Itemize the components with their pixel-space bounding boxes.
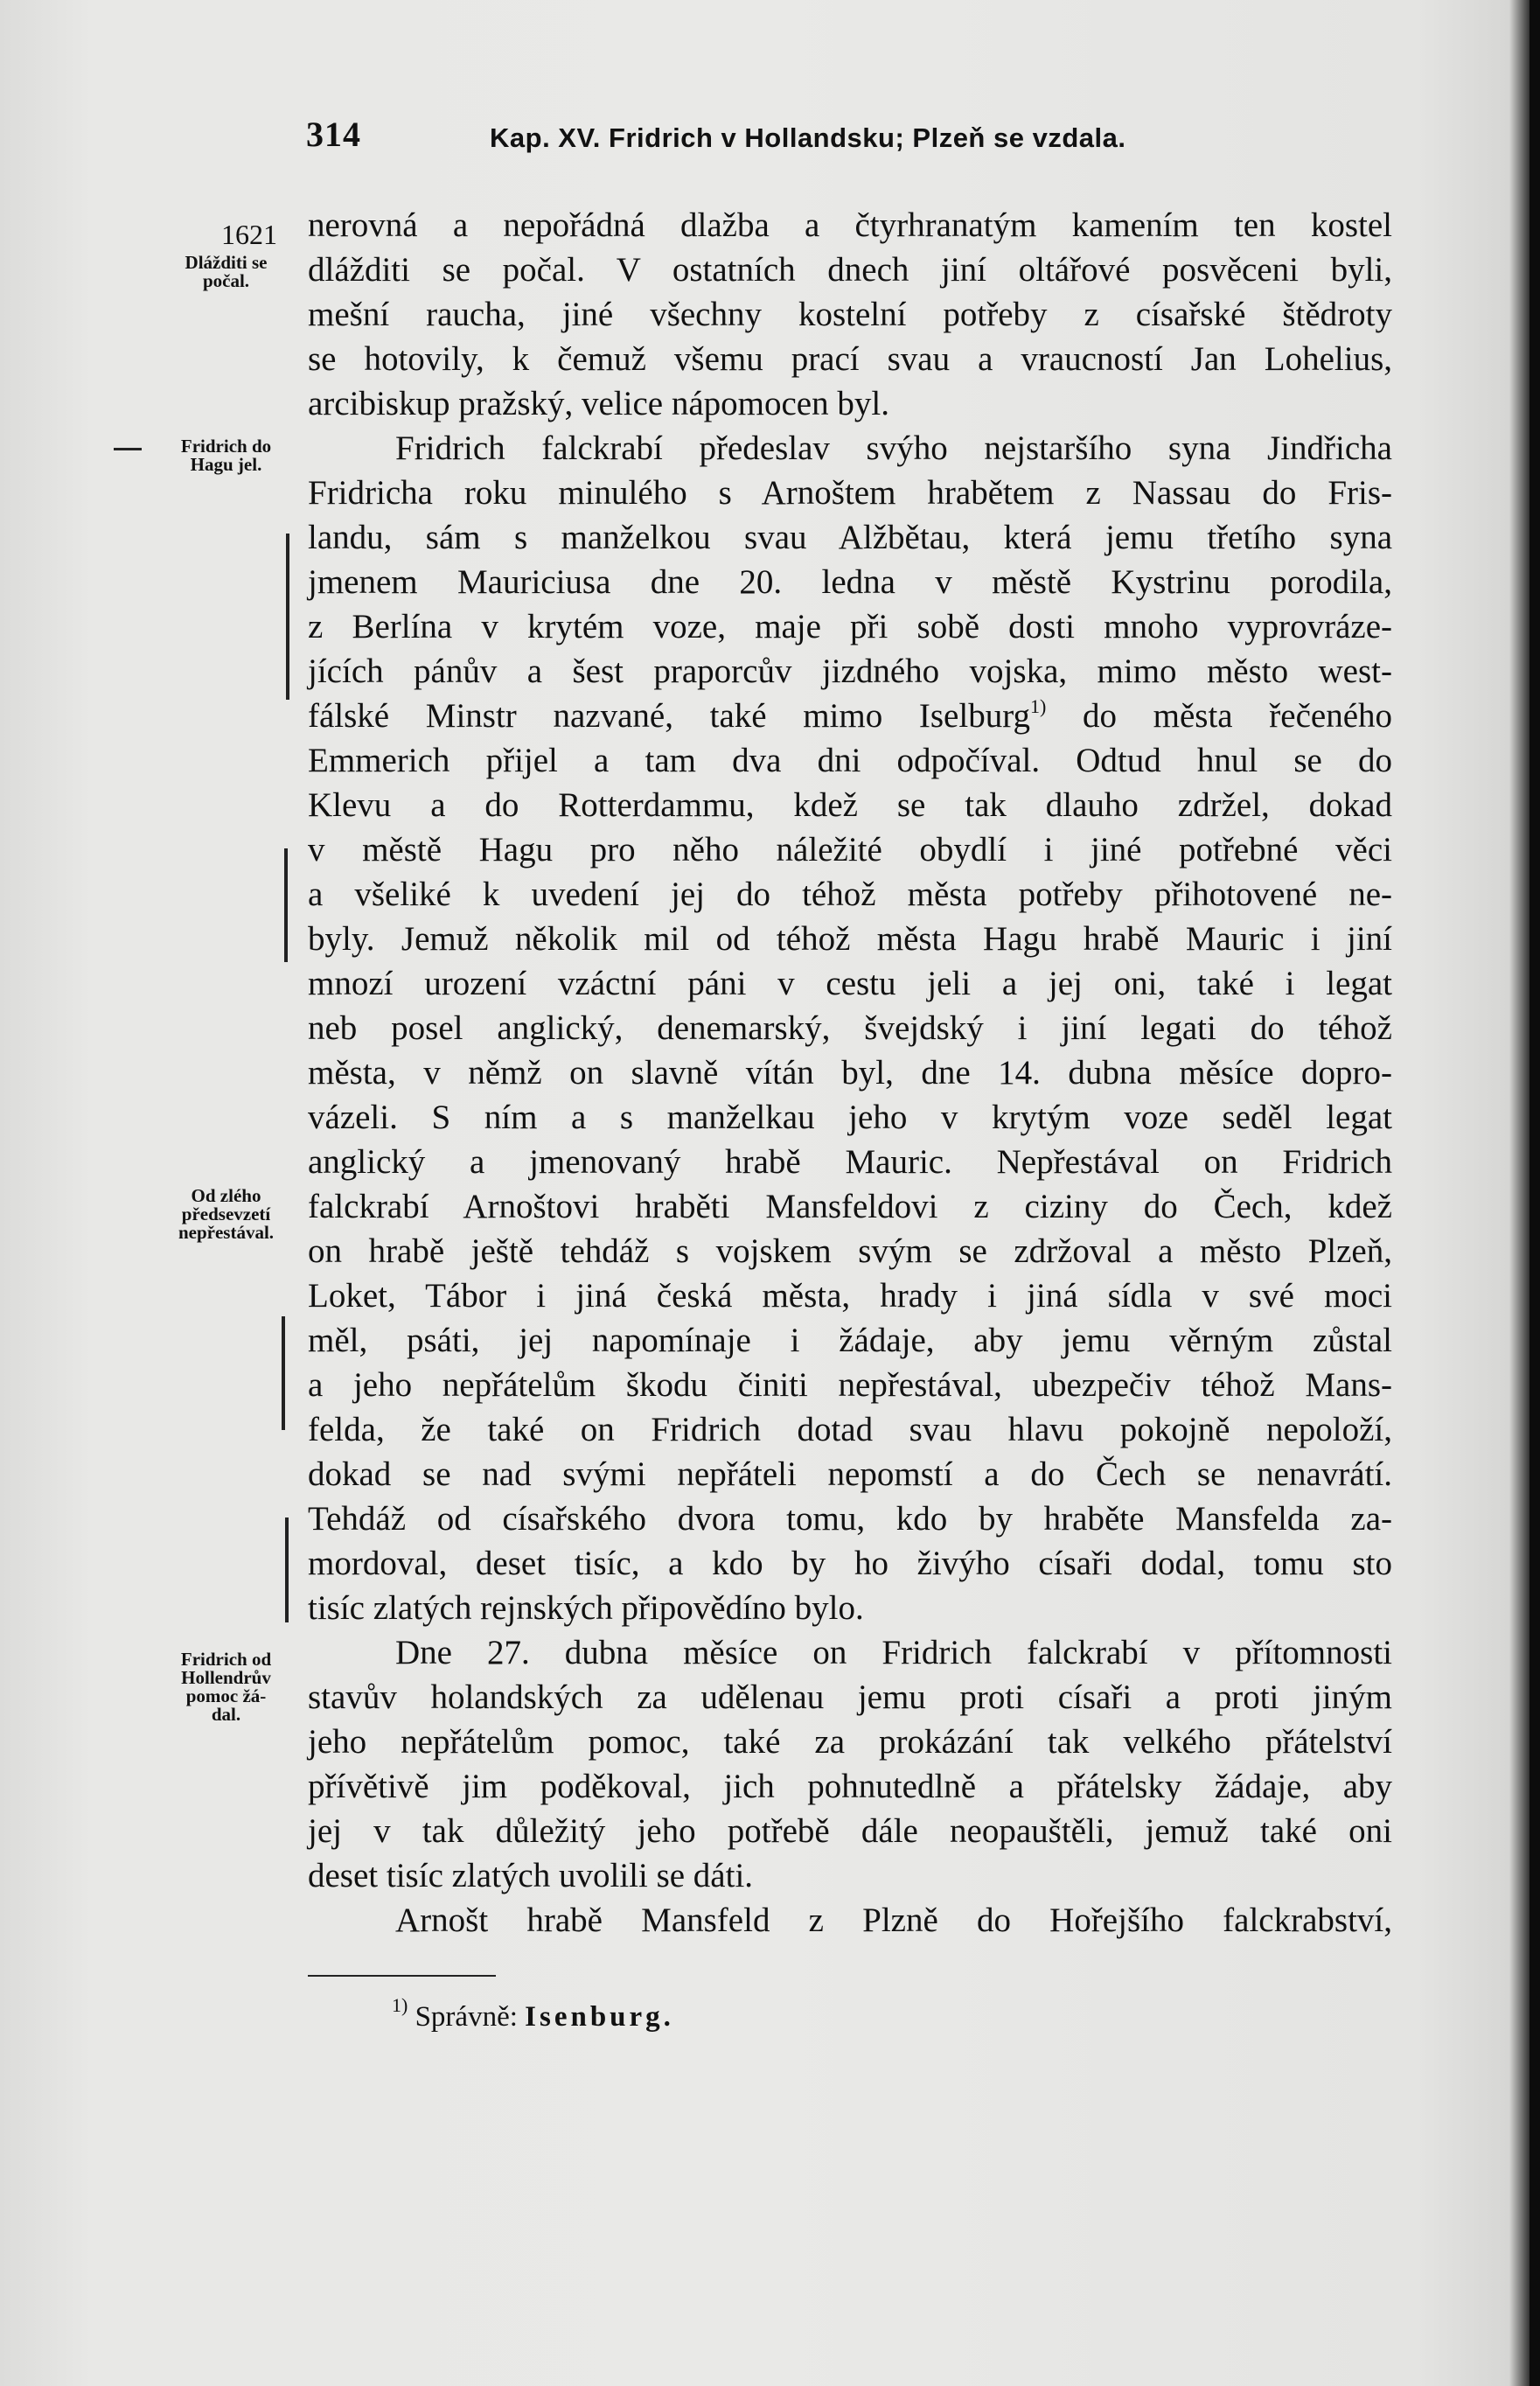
text-line: měl, psáti, jej napomínaje i žádaje, aby jemu věrným zůstal: [308, 1322, 1392, 1359]
text-line: landu, sám s manželkou svau Alžbětau, která jemu třetího syna: [308, 519, 1392, 556]
margin-note-line: Od zlého: [191, 1185, 261, 1206]
text-line: Arnošt hrabě Mansfeld z Plzně do Hořejšího falckrabství,: [395, 1901, 1392, 1939]
text-line: Fridrich falckrabí předeslav svýho nejstaršího syna Jindřicha: [395, 429, 1392, 467]
text-line: Klevu a do Rotterdammu, kdež se tak dlauho zdržel, dokad: [308, 786, 1392, 824]
text-line: byly. Jemuž několik mil od téhož města Hagu hrabě Mauric i jiní: [308, 920, 1392, 958]
margin-note-line: Fridrich od: [180, 1649, 272, 1670]
text-line: jej v tak důležitý jeho potřebě dále neopauštěli, jemuž také oni: [308, 1812, 1392, 1850]
page-number: 314: [306, 115, 361, 154]
year-marginal: 1621: [221, 219, 277, 250]
text-line: jeho nepřátelům pomoc, také za prokázání tak velkého přátelství: [308, 1723, 1392, 1761]
text-line: nerovná a nepořádná dlažba a čtyrhranatým kamením ten kostel: [308, 206, 1392, 244]
margin-note-predsevzeti: [154, 1187, 298, 1242]
text-line-with-footnote: [308, 694, 1392, 738]
margin-note-line: Hollendrův: [181, 1667, 271, 1688]
running-head: [306, 114, 1224, 166]
text-line: deset tisíc zlatých uvolili se dáti.: [308, 1857, 754, 1894]
text-line: vázeli. S ním a s manželkau jeho v krytým voze seděl legat: [308, 1099, 1392, 1136]
text-line: tisíc zlatých rejnských připovědíno bylo.: [308, 1589, 864, 1627]
margin-bracket: [284, 848, 288, 962]
text-line: města, v němž on slavně vítán byl, dne 14. dubna měsíce dopro-: [308, 1054, 1392, 1092]
footnote-marker: 1): [392, 1994, 408, 2016]
body-text: [308, 203, 1392, 1943]
text-line: arcibiskup pražský, velice nápomocen byl.: [308, 385, 889, 422]
text-line: dokad se nad svými nepřáteli nepomstí a do Čech se nenavrátí.: [308, 1455, 1392, 1493]
margin-note-line: počal.: [202, 270, 250, 291]
footnote-prefix: Správně:: [415, 2001, 518, 2033]
margin-note-line: předsevzetí: [181, 1203, 271, 1224]
margin-bracket: [285, 1517, 289, 1622]
margin-note-hagu: [154, 437, 298, 474]
margin-note-pomoc: [154, 1650, 298, 1724]
running-title: Kap. XV. Fridrich v Hollandsku; Plzeň se vzdala.: [490, 122, 1126, 153]
text-fragment: do města řečeného: [1082, 697, 1393, 735]
text-line: mnozí urození vzáctní páni v cestu jeli a jej oni, také i legat: [308, 965, 1392, 1002]
text-line: falckrabí Arnoštovi hraběti Mansfeldovi z ciziny do Čech, kdež: [308, 1188, 1392, 1225]
footnote-reference: 1): [1029, 695, 1047, 717]
text-line: jmenem Mauriciusa dne 20. ledna v městě Kystrinu porodila,: [308, 563, 1392, 601]
margin-note-line: Fridrich do: [180, 436, 272, 457]
margin-note-dlazditi: [154, 254, 298, 290]
text-line: mešní raucha, jiné všechny kostelní potřeby z císařské štědroty: [308, 296, 1392, 333]
text-line: a všeliké k uvedení jej do téhož města potřeby přihotovené ne-: [308, 876, 1392, 913]
text-line: mordoval, deset tisíc, a kdo by ho živýho císaři dodal, tomu sto: [308, 1545, 1392, 1582]
marginal-dash: [114, 448, 142, 450]
margin-note-line: Hagu jel.: [190, 454, 262, 475]
text-line: neb posel anglický, denemarský, švejdský i jiní legati do téhož: [308, 1009, 1392, 1047]
text-line: on hrabě ještě tehdáž s vojskem svým se zdržoval a město Plzeň,: [308, 1232, 1392, 1270]
text-line: Emmerich přijel a tam dva dni odpočíval. Odtud hnul se do: [308, 742, 1392, 779]
text-line: dlážditi se počal. V ostatních dnech jiní oltářové posvěceni byli,: [308, 251, 1392, 289]
text-line: se hotovily, k čemuž všemu prací svau a vraucností Jan Lohelius,: [308, 340, 1392, 378]
margin-note-line: Dlážditi se: [185, 252, 268, 273]
text-line: Dne 27. dubna měsíce on Fridrich falckrabí v přítomnosti: [395, 1634, 1392, 1671]
text-line: felda, že také on Fridrich dotad svau hlavu pokojně nepoloží,: [308, 1411, 1392, 1448]
text-line: Tehdáž od císařského dvora tomu, kdo by hraběte Mansfelda za-: [308, 1500, 1392, 1538]
text-line: anglický a jmenovaný hrabě Mauric. Nepřestával on Fridrich: [308, 1143, 1392, 1181]
text-line: Loket, Tábor i jiná česká města, hrady i jiná sídla v své moci: [308, 1277, 1392, 1315]
text-line: z Berlína v krytém voze, maje při sobě dosti mnoho vyprovráze-: [308, 608, 1392, 645]
margin-bracket: [286, 534, 289, 700]
margin-note-line: nepřestával.: [178, 1222, 275, 1243]
text-line: jících pánův a šest praporcův jizdného vojska, mimo město west-: [308, 652, 1392, 690]
text-line: stavův holandských za udělenau jemu proti císaři a proti jiným: [308, 1678, 1392, 1716]
footnote-rule: [308, 1975, 496, 1977]
margin-note-line: dal.: [211, 1704, 241, 1725]
margin-bracket: [282, 1316, 285, 1430]
text-line: v městě Hagu pro něho náležité obydlí i jiné potřebné věci: [308, 831, 1392, 869]
footnote-name: Isenburg.: [525, 2001, 674, 2033]
text-line: a jeho nepřátelům škodu činiti nepřestával, ubezpečiv téhož Mans-: [308, 1366, 1392, 1404]
text-fragment: fálské Minstr nazvané, také mimo Iselburg: [308, 697, 1030, 735]
text-line: přívětivě jim poděkoval, jich pohnutedlně a přátelsky žádaje, aby: [308, 1768, 1392, 1805]
scan-edge: [1530, 0, 1540, 2386]
text-line: Fridricha roku minulého s Arnoštem hrabětem z Nassau do Fris-: [308, 474, 1392, 512]
margin-note-line: pomoc žá-: [185, 1685, 267, 1706]
footnote: [392, 1994, 674, 2034]
